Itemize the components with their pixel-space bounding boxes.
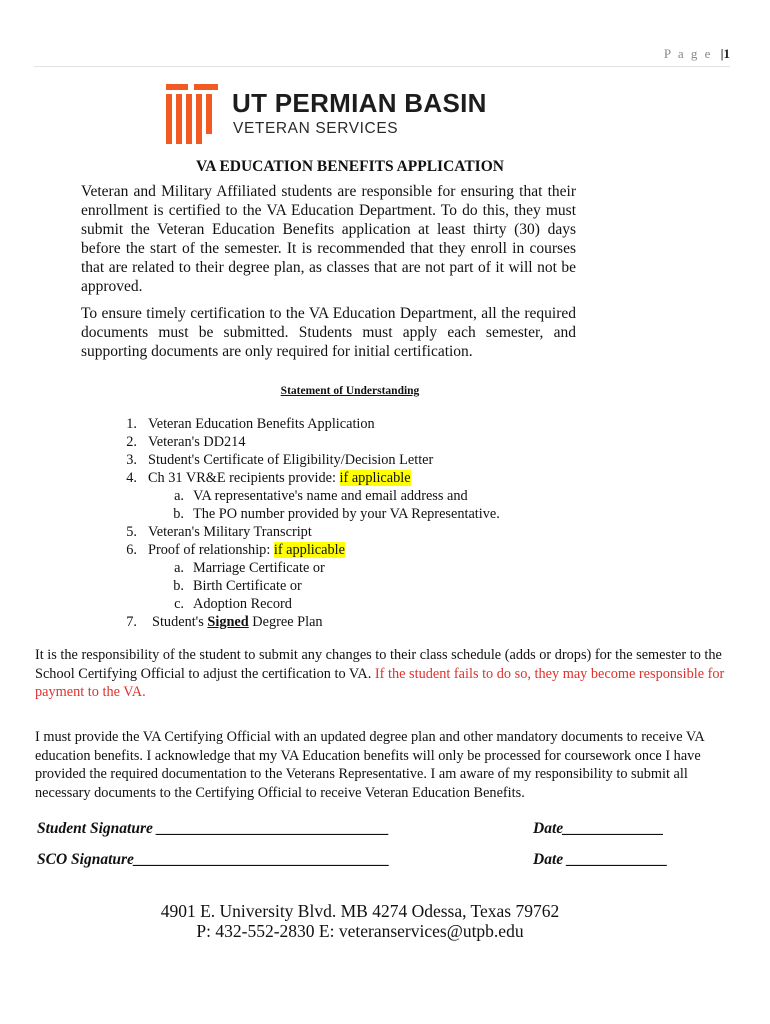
page-number-value: 1	[723, 46, 730, 61]
logo-title: UT PERMIAN BASIN	[232, 88, 487, 118]
page-title: VA EDUCATION BENEFITS APPLICATION	[196, 158, 504, 175]
student-signature-field[interactable]: Student Signature ______________________________	[37, 820, 390, 837]
utpb-logo-mark-icon	[164, 82, 220, 146]
footer-contact: P: 432-552-2830 E: veteranservices@utpb.edu	[196, 921, 524, 941]
acknowledgement-paragraph: I must provide the VA Certifying Official with an updated degree plan and other mandatory documents to receive VA education benefits. I acknowledge that my VA Education benefits will only be processed for coursework once I have provided the required documentation to the Veterans Representative. I am aware of my responsibility to submit all necessary documents to the Certifying Official to receive Veteran Education Benefits.	[35, 729, 704, 801]
sco-date-field[interactable]: Date _____________	[533, 851, 668, 868]
if-applicable-highlight: if applicable	[339, 470, 411, 486]
page-number	[664, 46, 730, 62]
responsibility-paragraph: It is the responsibility of the student to submit any changes to their class schedule (adds or drops) for the semester to the School Certifying Official to adjust the certification to VA. If the student fails to do so, they may become responsible for payment to the VA.	[35, 647, 725, 700]
logo-subtitle: VETERAN SERVICES	[233, 120, 399, 137]
page-label: P a g e	[663, 46, 713, 61]
utpb-logo	[164, 82, 487, 146]
intro-paragraph-2: To ensure timely certification to the VA Education Department, all the required documents must be submitted. Students must apply each semester, and supporting documents are only required for initial certification.	[81, 305, 576, 360]
signed-emphasis: Signed	[207, 614, 249, 630]
statement-heading: Statement of Understanding	[280, 385, 420, 397]
warning-text: If the student fails to do so, they may become responsible for payment to the VA.	[35, 665, 725, 700]
header-rule	[34, 66, 730, 67]
intro-paragraph-1: Veteran and Military Affiliated students are responsible for ensuring that their enrollment is certified to the VA Education Department. To do this, they must submit the Veteran Education Benefits application at least thirty (30) days before the start of the semester. It is recommended that they enroll in courses that are related to their degree plan, as classes that are not part of it will not be approved.	[81, 183, 576, 295]
page-separator: |	[720, 46, 724, 61]
student-date-field[interactable]: Date_____________	[533, 820, 664, 837]
if-applicable-highlight: if applicable	[273, 542, 345, 558]
footer-address: 4901 E. University Blvd. MB 4274 Odessa, Texas 79762	[160, 901, 560, 921]
sco-signature-field[interactable]: SCO Signature_________________________________	[37, 851, 390, 868]
